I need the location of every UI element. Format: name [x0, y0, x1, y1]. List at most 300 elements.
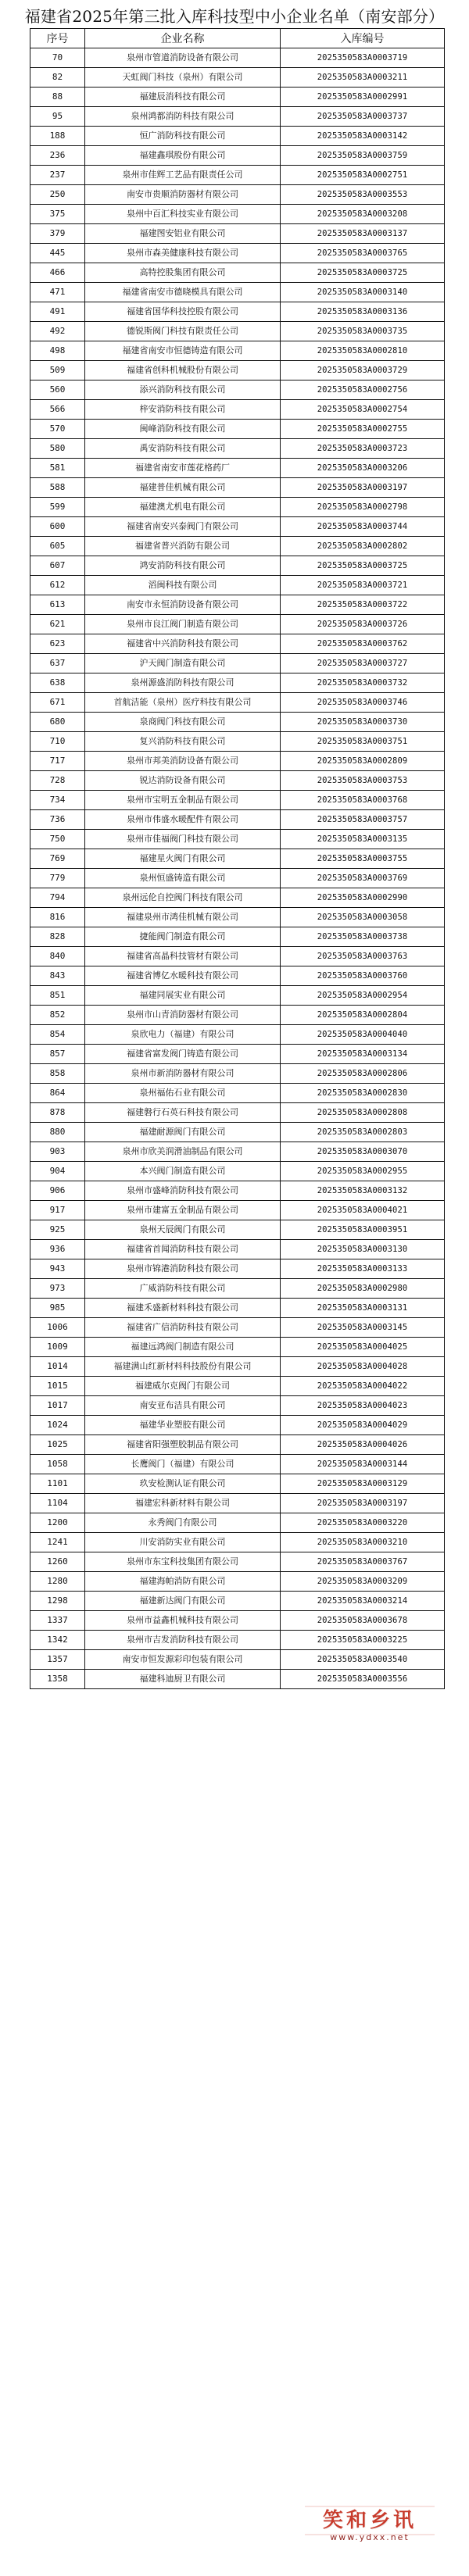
row-registration-code: 2025350583A0003767 — [281, 1552, 445, 1572]
row-serial-no: 852 — [30, 1006, 85, 1025]
table-row — [30, 498, 445, 517]
row-serial-no: 864 — [30, 1084, 85, 1103]
row-registration-code: 2025350583A0003134 — [281, 1045, 445, 1064]
table-row — [30, 1064, 445, 1084]
row-serial-no: 236 — [30, 146, 85, 166]
table-row — [30, 1592, 445, 1611]
table-row — [30, 713, 445, 732]
row-serial-no: 580 — [30, 439, 85, 459]
row-serial-no: 973 — [30, 1279, 85, 1299]
row-registration-code: 2025350583A0003730 — [281, 713, 445, 732]
row-serial-no: 1357 — [30, 1650, 85, 1670]
table-row — [30, 107, 445, 127]
row-serial-no: 250 — [30, 185, 85, 205]
table-row — [30, 986, 445, 1006]
row-registration-code: 2025350583A0003137 — [281, 224, 445, 244]
table-row — [30, 185, 445, 205]
row-registration-code: 2025350583A0003197 — [281, 1494, 445, 1513]
row-company-name: 泉州市盛峰消防科技有限公司 — [85, 1181, 281, 1201]
table-row — [30, 1435, 445, 1455]
row-serial-no: 710 — [30, 732, 85, 752]
row-company-name: 泉州中百汇科技实业有限公司 — [85, 205, 281, 224]
row-serial-no: 717 — [30, 752, 85, 771]
row-company-name: 福建省南安市莲花格药厂 — [85, 459, 281, 478]
row-registration-code: 2025350583A0003762 — [281, 634, 445, 654]
row-serial-no: 794 — [30, 888, 85, 908]
row-company-name: 南安市贵顺消防器材有限公司 — [85, 185, 281, 205]
row-company-name: 滔闽科技有限公司 — [85, 576, 281, 595]
row-company-name: 闽峰消防科技有限公司 — [85, 420, 281, 439]
table-row — [30, 966, 445, 986]
row-serial-no: 581 — [30, 459, 85, 478]
table-row — [30, 88, 445, 107]
row-company-name: 福建省南安市德晓模具有限公司 — [85, 283, 281, 302]
row-serial-no: 599 — [30, 498, 85, 517]
row-registration-code: 2025350583A0003140 — [281, 283, 445, 302]
row-serial-no: 878 — [30, 1103, 85, 1123]
row-company-name: 泉欣电力（福建）有限公司 — [85, 1025, 281, 1045]
row-serial-no: 379 — [30, 224, 85, 244]
table-row — [30, 48, 445, 68]
table-row — [30, 1552, 445, 1572]
row-serial-no: 466 — [30, 263, 85, 283]
row-registration-code: 2025350583A0004040 — [281, 1025, 445, 1045]
table-row — [30, 1670, 445, 1689]
row-company-name: 南安亚布洁具有限公司 — [85, 1396, 281, 1416]
row-serial-no: 605 — [30, 537, 85, 556]
row-serial-no: 637 — [30, 654, 85, 673]
row-company-name: 泉州市管道消防设备有限公司 — [85, 48, 281, 68]
row-serial-no: 880 — [30, 1123, 85, 1142]
row-company-name: 泉州远伦自控阀门科技有限公司 — [85, 888, 281, 908]
row-registration-code: 2025350583A0002954 — [281, 986, 445, 1006]
watermark-logo — [295, 2504, 444, 2549]
row-company-name: 福建远鸿阀门制造有限公司 — [85, 1338, 281, 1357]
row-serial-no: 88 — [30, 88, 85, 107]
row-serial-no: 1200 — [30, 1513, 85, 1533]
table-row — [30, 1650, 445, 1670]
table-row — [30, 830, 445, 849]
row-company-name: 福建科迪厨卫有限公司 — [85, 1670, 281, 1689]
row-serial-no: 237 — [30, 166, 85, 185]
row-company-name: 福建图安铝业有限公司 — [85, 224, 281, 244]
table-row — [30, 517, 445, 537]
row-registration-code: 2025350583A0003058 — [281, 908, 445, 927]
row-company-name: 捷能阀门制造有限公司 — [85, 927, 281, 947]
row-company-name: 永秀阀门有限公司 — [85, 1513, 281, 1533]
row-company-name: 泉州市邦美消防设备有限公司 — [85, 752, 281, 771]
row-registration-code: 2025350583A0002751 — [281, 166, 445, 185]
row-registration-code: 2025350583A0003145 — [281, 1318, 445, 1338]
row-registration-code: 2025350583A0002810 — [281, 341, 445, 361]
row-serial-no: 1337 — [30, 1611, 85, 1631]
table-row — [30, 732, 445, 752]
row-serial-no: 1104 — [30, 1494, 85, 1513]
row-company-name: 川安消防实业有限公司 — [85, 1533, 281, 1552]
row-serial-no: 375 — [30, 205, 85, 224]
row-registration-code: 2025350583A0003751 — [281, 732, 445, 752]
row-registration-code: 2025350583A0004025 — [281, 1338, 445, 1357]
table-body — [30, 48, 445, 1689]
table-row — [30, 146, 445, 166]
row-company-name: 禹安消防科技有限公司 — [85, 439, 281, 459]
table-row — [30, 1455, 445, 1474]
row-serial-no: 570 — [30, 420, 85, 439]
row-serial-no: 492 — [30, 322, 85, 341]
row-serial-no: 671 — [30, 693, 85, 713]
table-row — [30, 420, 445, 439]
table-row — [30, 1006, 445, 1025]
table-row — [30, 1045, 445, 1064]
row-registration-code: 2025350583A0003744 — [281, 517, 445, 537]
row-company-name: 泉州市欣美润滑油制品有限公司 — [85, 1142, 281, 1162]
row-company-name: 首航洁能（泉州）医疗科技有限公司 — [85, 693, 281, 713]
table-row — [30, 439, 445, 459]
table-row — [30, 752, 445, 771]
row-registration-code: 2025350583A0002754 — [281, 400, 445, 420]
row-serial-no: 769 — [30, 849, 85, 869]
row-serial-no: 70 — [30, 48, 85, 68]
row-registration-code: 2025350583A0002991 — [281, 88, 445, 107]
row-company-name: 天虹阀门科技（泉州）有限公司 — [85, 68, 281, 88]
table-row — [30, 478, 445, 498]
row-serial-no: 1342 — [30, 1631, 85, 1650]
row-serial-no: 1017 — [30, 1396, 85, 1416]
header-serial-no: 序号 — [30, 29, 85, 48]
row-company-name: 福建澳尤机电有限公司 — [85, 498, 281, 517]
row-serial-no: 917 — [30, 1201, 85, 1220]
row-serial-no: 851 — [30, 986, 85, 1006]
table-row — [30, 908, 445, 927]
row-company-name: 福建省阳强塑胶制品有限公司 — [85, 1435, 281, 1455]
row-serial-no: 840 — [30, 947, 85, 966]
row-registration-code: 2025350583A0003208 — [281, 205, 445, 224]
row-registration-code: 2025350583A0003133 — [281, 1259, 445, 1279]
table-row — [30, 127, 445, 146]
table-row — [30, 693, 445, 713]
row-registration-code: 2025350583A0003737 — [281, 107, 445, 127]
row-serial-no: 728 — [30, 771, 85, 791]
row-company-name: 福建省普兴消防有限公司 — [85, 537, 281, 556]
row-company-name: 泉州市建富五金制品有限公司 — [85, 1201, 281, 1220]
row-registration-code: 2025350583A0004028 — [281, 1357, 445, 1377]
row-serial-no: 1358 — [30, 1670, 85, 1689]
row-registration-code: 2025350583A0004022 — [281, 1377, 445, 1396]
table-row — [30, 400, 445, 420]
row-registration-code: 2025350583A0003760 — [281, 966, 445, 986]
row-registration-code: 2025350583A0003130 — [281, 1240, 445, 1259]
row-registration-code: 2025350583A0003735 — [281, 322, 445, 341]
watermark-url: www.ydxx.net — [330, 2532, 410, 2542]
row-registration-code: 2025350583A0003206 — [281, 459, 445, 478]
row-company-name: 福建普佳机械有限公司 — [85, 478, 281, 498]
row-registration-code: 2025350583A0002803 — [281, 1123, 445, 1142]
row-serial-no: 904 — [30, 1162, 85, 1181]
table-row — [30, 576, 445, 595]
watermark-text: 笑和乡讯 — [322, 2509, 417, 2532]
row-registration-code: 2025350583A0003755 — [281, 849, 445, 869]
row-serial-no: 858 — [30, 1064, 85, 1084]
row-registration-code: 2025350583A0003722 — [281, 595, 445, 615]
row-registration-code: 2025350583A0003951 — [281, 1220, 445, 1240]
row-registration-code: 2025350583A0003225 — [281, 1631, 445, 1650]
row-serial-no: 906 — [30, 1181, 85, 1201]
row-company-name: 福建省创科机械股份有限公司 — [85, 361, 281, 381]
table-row — [30, 1299, 445, 1318]
row-registration-code: 2025350583A0004026 — [281, 1435, 445, 1455]
row-registration-code: 2025350583A0002980 — [281, 1279, 445, 1299]
row-serial-no: 560 — [30, 381, 85, 400]
row-company-name: 福建省南安兴泰阀门有限公司 — [85, 517, 281, 537]
row-company-name: 福建辰消科技有限公司 — [85, 88, 281, 107]
table-row — [30, 771, 445, 791]
table-row — [30, 1201, 445, 1220]
row-serial-no: 843 — [30, 966, 85, 986]
row-company-name: 泉州市森美健康科技有限公司 — [85, 244, 281, 263]
row-serial-no: 1260 — [30, 1552, 85, 1572]
row-company-name: 福建威尔克阀门有限公司 — [85, 1377, 281, 1396]
row-company-name: 泉州恒盛铸造有限公司 — [85, 869, 281, 888]
table-row — [30, 1377, 445, 1396]
row-registration-code: 2025350583A0003142 — [281, 127, 445, 146]
row-registration-code: 2025350583A0003209 — [281, 1572, 445, 1592]
table-row — [30, 888, 445, 908]
table-row — [30, 263, 445, 283]
row-serial-no: 509 — [30, 361, 85, 381]
row-registration-code: 2025350583A0002809 — [281, 752, 445, 771]
row-registration-code: 2025350583A0003197 — [281, 478, 445, 498]
row-serial-no: 188 — [30, 127, 85, 146]
row-registration-code: 2025350583A0003144 — [281, 1455, 445, 1474]
row-serial-no: 95 — [30, 107, 85, 127]
row-registration-code: 2025350583A0003725 — [281, 556, 445, 576]
row-company-name: 泉州市佳辉工艺品有限责任公司 — [85, 166, 281, 185]
row-registration-code: 2025350583A0003729 — [281, 361, 445, 381]
table-row — [30, 1181, 445, 1201]
table-row — [30, 244, 445, 263]
page-title: 福建省2025年第三批入库科技型中小企业名单（南安部分） — [24, 7, 445, 26]
row-registration-code: 2025350583A0003129 — [281, 1474, 445, 1494]
row-company-name: 本兴阀门制造有限公司 — [85, 1162, 281, 1181]
row-company-name: 长鹰阀门（福建）有限公司 — [85, 1455, 281, 1474]
table-row — [30, 1103, 445, 1123]
table-row — [30, 1416, 445, 1435]
row-company-name: 南安市恒发源彩印包装有限公司 — [85, 1650, 281, 1670]
table-row — [30, 654, 445, 673]
row-company-name: 泉州天辰阀门有限公司 — [85, 1220, 281, 1240]
row-company-name: 泉州市东宝科技集团有限公司 — [85, 1552, 281, 1572]
table-header-row — [30, 29, 445, 48]
row-serial-no: 680 — [30, 713, 85, 732]
row-company-name: 锐达消防设备有限公司 — [85, 771, 281, 791]
table-row — [30, 283, 445, 302]
row-serial-no: 471 — [30, 283, 85, 302]
row-registration-code: 2025350583A0003556 — [281, 1670, 445, 1689]
row-registration-code: 2025350583A0003721 — [281, 576, 445, 595]
row-registration-code: 2025350583A0003210 — [281, 1533, 445, 1552]
row-company-name: 德锐斯阀门科技有限责任公司 — [85, 322, 281, 341]
row-company-name: 福建耐源阀门有限公司 — [85, 1123, 281, 1142]
table-row — [30, 1142, 445, 1162]
row-company-name: 福建省高晶科技管材有限公司 — [85, 947, 281, 966]
table-row — [30, 322, 445, 341]
row-company-name: 福建华业塑胶有限公司 — [85, 1416, 281, 1435]
table-row — [30, 1474, 445, 1494]
row-registration-code: 2025350583A0003765 — [281, 244, 445, 263]
row-serial-no: 1241 — [30, 1533, 85, 1552]
row-serial-no: 936 — [30, 1240, 85, 1259]
row-serial-no: 566 — [30, 400, 85, 420]
row-registration-code: 2025350583A0003553 — [281, 185, 445, 205]
row-registration-code: 2025350583A0003732 — [281, 673, 445, 693]
table-row — [30, 1611, 445, 1631]
row-registration-code: 2025350583A0003678 — [281, 1611, 445, 1631]
row-registration-code: 2025350583A0003135 — [281, 830, 445, 849]
row-serial-no: 498 — [30, 341, 85, 361]
row-company-name: 福建省国华科技控股有限公司 — [85, 302, 281, 322]
row-registration-code: 2025350583A0003136 — [281, 302, 445, 322]
row-company-name: 玖安检测认证有限公司 — [85, 1474, 281, 1494]
row-company-name: 福建鑫琪股份有限公司 — [85, 146, 281, 166]
table-row — [30, 556, 445, 576]
row-registration-code: 2025350583A0003131 — [281, 1299, 445, 1318]
row-registration-code: 2025350583A0003214 — [281, 1592, 445, 1611]
row-company-name: 泉州源盛消防科技有限公司 — [85, 673, 281, 693]
row-company-name: 恒广消防科技有限公司 — [85, 127, 281, 146]
row-serial-no: 925 — [30, 1220, 85, 1240]
table-row — [30, 1318, 445, 1338]
row-registration-code: 2025350583A0003723 — [281, 439, 445, 459]
row-registration-code: 2025350583A0003211 — [281, 68, 445, 88]
row-company-name: 广威消防科技有限公司 — [85, 1279, 281, 1299]
row-serial-no: 623 — [30, 634, 85, 654]
row-registration-code: 2025350583A0002755 — [281, 420, 445, 439]
row-serial-no: 985 — [30, 1299, 85, 1318]
row-company-name: 泉州市吉发消防科技有限公司 — [85, 1631, 281, 1650]
row-registration-code: 2025350583A0003757 — [281, 810, 445, 830]
table-row — [30, 595, 445, 615]
row-company-name: 泉州市良江阀门制造有限公司 — [85, 615, 281, 634]
row-registration-code: 2025350583A0003540 — [281, 1650, 445, 1670]
row-serial-no: 82 — [30, 68, 85, 88]
row-registration-code: 2025350583A0003220 — [281, 1513, 445, 1533]
row-company-name: 泉州市伟盛水暖配件有限公司 — [85, 810, 281, 830]
row-registration-code: 2025350583A0003726 — [281, 615, 445, 634]
row-registration-code: 2025350583A0002798 — [281, 498, 445, 517]
row-serial-no: 736 — [30, 810, 85, 830]
row-company-name: 福建新达阀门有限公司 — [85, 1592, 281, 1611]
row-company-name: 泉州鸿都消防科技有限公司 — [85, 107, 281, 127]
table-row — [30, 634, 445, 654]
row-serial-no: 1006 — [30, 1318, 85, 1338]
row-company-name: 泉州市新消防器材有限公司 — [85, 1064, 281, 1084]
row-serial-no: 491 — [30, 302, 85, 322]
row-company-name: 鸿安消防科技有限公司 — [85, 556, 281, 576]
row-company-name: 福建禾盛新材料科技有限公司 — [85, 1299, 281, 1318]
table-row — [30, 1220, 445, 1240]
row-serial-no: 779 — [30, 869, 85, 888]
row-serial-no: 1009 — [30, 1338, 85, 1357]
table-row — [30, 1123, 445, 1142]
row-company-name: 福建磐行石英石科技有限公司 — [85, 1103, 281, 1123]
row-registration-code: 2025350583A0003763 — [281, 947, 445, 966]
row-company-name: 沪天阀门制造有限公司 — [85, 654, 281, 673]
row-registration-code: 2025350583A0003769 — [281, 869, 445, 888]
row-registration-code: 2025350583A0004023 — [281, 1396, 445, 1416]
table-row — [30, 1513, 445, 1533]
row-company-name: 福建海帕消防有限公司 — [85, 1572, 281, 1592]
table-row — [30, 537, 445, 556]
row-serial-no: 943 — [30, 1259, 85, 1279]
table-row — [30, 1494, 445, 1513]
row-company-name: 福建满山红新材料科技股份有限公司 — [85, 1357, 281, 1377]
row-serial-no: 1298 — [30, 1592, 85, 1611]
row-registration-code: 2025350583A0004021 — [281, 1201, 445, 1220]
row-registration-code: 2025350583A0002990 — [281, 888, 445, 908]
row-company-name: 泉州市锦港消防科技有限公司 — [85, 1259, 281, 1279]
table-row — [30, 615, 445, 634]
table-row — [30, 1533, 445, 1552]
row-registration-code: 2025350583A0003725 — [281, 263, 445, 283]
row-company-name: 添兴消防科技有限公司 — [85, 381, 281, 400]
row-company-name: 泉州市宝明五金制品有限公司 — [85, 791, 281, 810]
table-row — [30, 673, 445, 693]
row-registration-code: 2025350583A0003746 — [281, 693, 445, 713]
row-company-name: 福建省博亿水暖科技有限公司 — [85, 966, 281, 986]
table-row — [30, 927, 445, 947]
table-row — [30, 341, 445, 361]
table-row — [30, 205, 445, 224]
row-company-name: 福建宏科新材料有限公司 — [85, 1494, 281, 1513]
row-company-name: 梓安消防科技有限公司 — [85, 400, 281, 420]
table-row — [30, 1259, 445, 1279]
row-serial-no: 1024 — [30, 1416, 85, 1435]
row-company-name: 泉商阀门科技有限公司 — [85, 713, 281, 732]
row-company-name: 福建同展实业有限公司 — [85, 986, 281, 1006]
table-row — [30, 849, 445, 869]
row-serial-no: 828 — [30, 927, 85, 947]
row-serial-no: 445 — [30, 244, 85, 263]
table-row — [30, 1396, 445, 1416]
table-row — [30, 224, 445, 244]
row-serial-no: 621 — [30, 615, 85, 634]
table-row — [30, 810, 445, 830]
row-company-name: 泉州市益鑫机械科技有限公司 — [85, 1611, 281, 1631]
row-registration-code: 2025350583A0002808 — [281, 1103, 445, 1123]
row-company-name: 福建省首闻消防科技有限公司 — [85, 1240, 281, 1259]
table-row — [30, 1338, 445, 1357]
table-row — [30, 1631, 445, 1650]
row-serial-no: 613 — [30, 595, 85, 615]
table-row — [30, 947, 445, 966]
table-row — [30, 68, 445, 88]
row-serial-no: 612 — [30, 576, 85, 595]
table-row — [30, 459, 445, 478]
table-row — [30, 1357, 445, 1377]
row-company-name: 泉州市山青消防器材有限公司 — [85, 1006, 281, 1025]
row-serial-no: 1101 — [30, 1474, 85, 1494]
row-company-name: 高特控股集团有限公司 — [85, 263, 281, 283]
table-row — [30, 1240, 445, 1259]
row-registration-code: 2025350583A0003768 — [281, 791, 445, 810]
table-row — [30, 791, 445, 810]
row-registration-code: 2025350583A0002806 — [281, 1064, 445, 1084]
row-serial-no: 1280 — [30, 1572, 85, 1592]
row-company-name: 福建泉州市鸿佳机械有限公司 — [85, 908, 281, 927]
row-serial-no: 607 — [30, 556, 85, 576]
row-serial-no: 1015 — [30, 1377, 85, 1396]
row-serial-no: 750 — [30, 830, 85, 849]
